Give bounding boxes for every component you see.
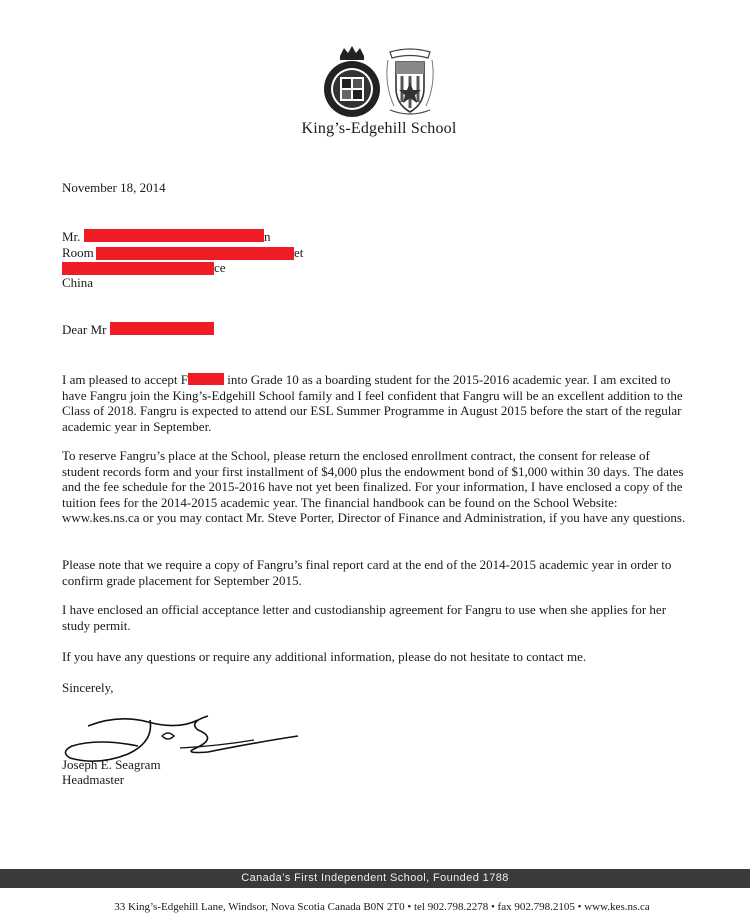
body-paragraph-1 <box>62 372 690 434</box>
footer-tagline-bar: Canada’s First Independent School, Founded 1788 <box>0 869 750 888</box>
address-country: China <box>62 275 94 290</box>
body-paragraph-3: Please note that we require a copy of Fangru’s final report card at the end of the 2014-2015 academic year in order to confirm grade placement for September 2015. <box>62 557 672 588</box>
signer-name: Joseph E. Seagram <box>62 757 161 772</box>
footer-address: 33 King’s-Edgehill Lane, Windsor, Nova Scotia Canada B0N 2T0 • tel 902.798.2278 • fax 902.798.2105 • www.kes.ns.ca <box>114 901 650 913</box>
school-name: King’s-Edgehill School <box>301 120 457 137</box>
body-paragraph-4: I have enclosed an official acceptance letter and custodianship agreement for Fangru to use when she applies for her study permit. <box>62 602 667 633</box>
address-line-1-end: n <box>264 229 271 244</box>
redaction-bar <box>84 229 264 242</box>
school-crests-logo <box>318 44 440 120</box>
address-line-1-start: Mr. <box>62 229 81 244</box>
address-line-2-start: Room <box>62 245 94 260</box>
letter-date: November 18, 2014 <box>62 180 166 195</box>
signer-title: Headmaster <box>62 772 125 787</box>
salutation: Dear Mr <box>62 322 107 337</box>
redaction-bar <box>62 262 214 275</box>
address-line-2-end: et <box>294 245 304 260</box>
crown-seal-icon <box>324 46 380 117</box>
redaction-bar <box>110 322 214 335</box>
p1-start: I am pleased to accept F <box>62 372 188 387</box>
body-paragraph-5: If you have any questions or require any additional information, please do not hesitate to contact me. <box>62 649 587 664</box>
shield-crest-icon <box>387 49 433 114</box>
body-paragraph-2: To reserve Fangru’s place at the School, please return the enclosed enrollment contract, the consent for release of student records form and your first installment of $4,000 plus the endowment bond of $1,000 within 30 days. The dates and the fee schedule for the 2015-2016 have not yet been finalized. For your information, I have enclosed a copy of the tuition fees for the 2014-2015 academic year. The financial handbook can be found on the School Website: www.kes.ns.ca or you may contact Mr. Steve Porter, Director of Finance and Administration, if you have any questions. <box>62 448 686 525</box>
redaction-bar <box>96 247 294 260</box>
closing: Sincerely, <box>62 680 114 695</box>
address-line-3-end: ce <box>214 260 226 275</box>
redaction-bar <box>188 373 224 385</box>
p1-rest: into Grade 10 as a boarding student for the 2015-2016 academic year. I am excited to have Fangru join the King’s-Edgehill School family and I feel confident that Fangru will be an excellent addition to the Class of 2018. Fangru is expected to attend our ESL Summer Programme in August 2015 before the start of the regular academic year in September. <box>62 372 683 434</box>
